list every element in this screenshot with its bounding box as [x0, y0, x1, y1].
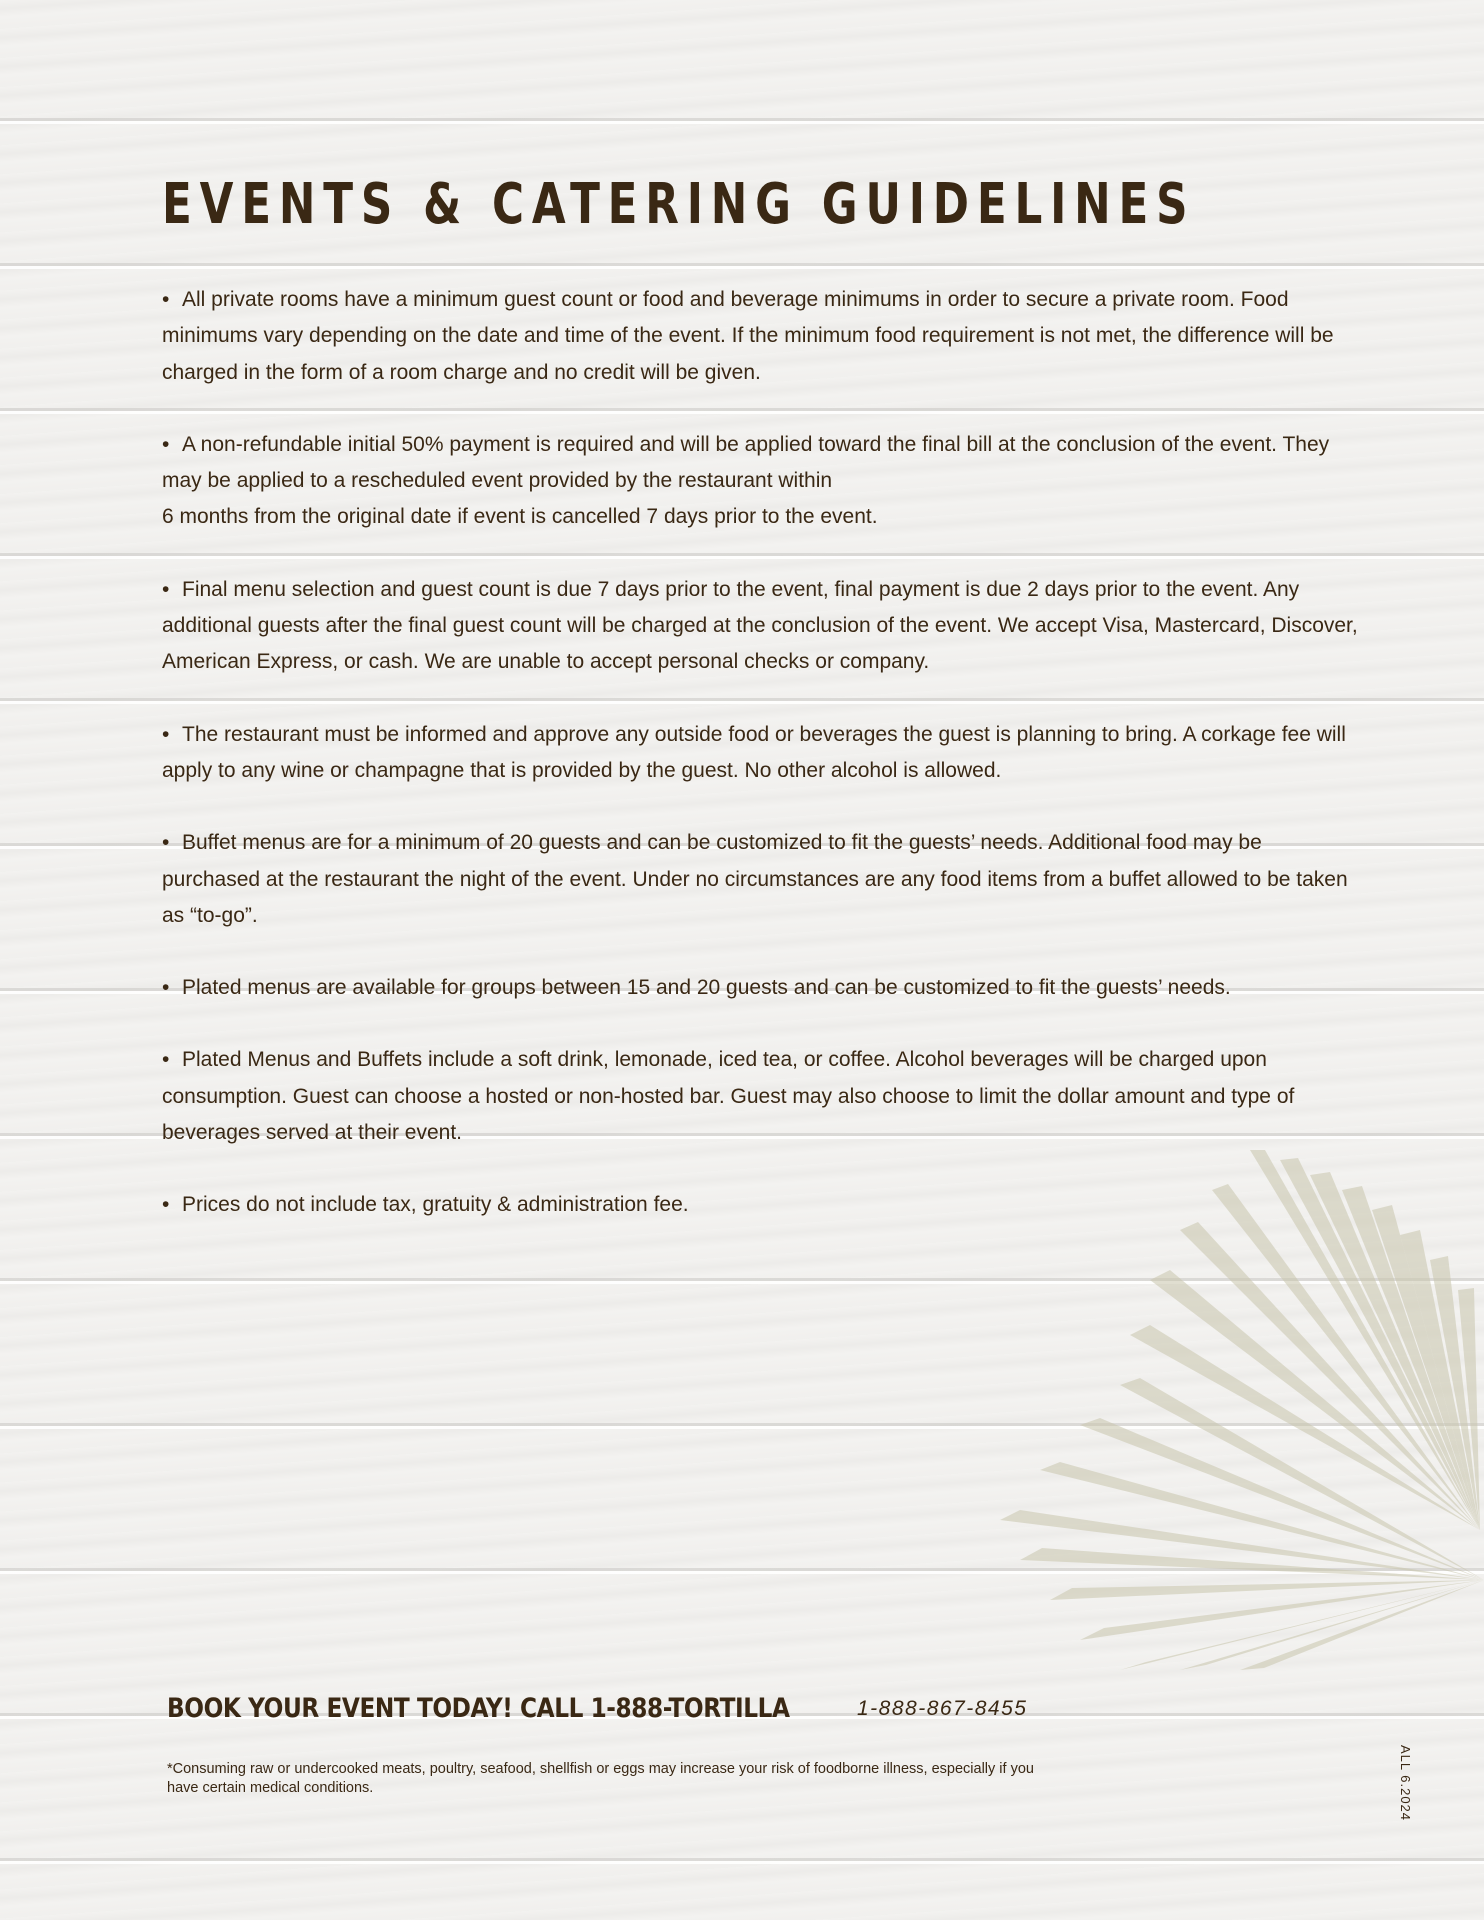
- bullet: •: [162, 1193, 170, 1217]
- food-safety-disclaimer: *Consuming raw or undercooked meats, poultry, seafood, shellfish or eggs may increase your risk of foodborne illness, especially if you have certain medical conditions.: [167, 1761, 1034, 1796]
- bullet: •: [162, 288, 170, 311]
- bullet: •: [162, 577, 170, 601]
- guideline-text: A non-refundable initial 50% payment is required and will be applied toward the final bill at the conclusion of the event. They may be applied to a rescheduled event provided by the restaurant within 6 months from the original date if event is cancelled 7 days prior to the event.: [162, 432, 1330, 529]
- guideline-text: Final menu selection and guest count is due 7 days prior to the event, final payment is due 2 days prior to the event. Any additional guests after the final guest count will be charged at the conclusion of the event. We accept Visa, Mastercard, Discover, American Express, or cash. We are unable to accept personal checks or company.: [162, 577, 1358, 674]
- bullet: •: [162, 976, 170, 1000]
- guideline-text: Plated menus are available for groups between 15 and 20 guests and can be customized to fit the guests’ needs.: [182, 976, 1231, 1000]
- guideline-text: All private rooms have a minimum guest count or food and beverage minimums in order to secure a private room. Food minimums vary depending on the date and time of the event. If the minimum food requirement is not met, the difference will be charged in the form of a room charge and no credit will be given.: [162, 288, 1334, 384]
- guideline-item: [162, 572, 1362, 681]
- document-code: ALL 6.2024: [1398, 1745, 1413, 1822]
- guideline-text: Prices do not include tax, gratuity & administration fee.: [182, 1193, 689, 1217]
- guideline-item: [162, 427, 1362, 536]
- cta-phone-number[interactable]: 1-888-867-8455: [857, 1697, 1028, 1720]
- guideline-item: [162, 970, 1362, 1006]
- palm-frond-lower: [1000, 1378, 1484, 1670]
- palm-leaf-decoration: [980, 1150, 1484, 1670]
- guidelines-list: [162, 282, 1362, 1260]
- guideline-item: [162, 282, 1362, 391]
- palm-frond-upper: [1130, 1150, 1480, 1530]
- bullet: •: [162, 432, 170, 456]
- page-title: EVENTS & CATERING GUIDELINES: [162, 172, 1196, 237]
- guideline-item: [162, 717, 1362, 790]
- guideline-text: The restaurant must be informed and approve any outside food or beverages the guest is planning to bring. A corkage fee will apply to any wine or champagne that is provided by the guest. No other alcohol is allowed.: [162, 722, 1346, 782]
- guideline-item: [162, 1042, 1362, 1151]
- bullet: •: [162, 1048, 170, 1072]
- cta-heading: BOOK YOUR EVENT TODAY! CALL 1-888-TORTILLA: [167, 1693, 790, 1724]
- guideline-text: Plated Menus and Buffets include a soft drink, lemonade, iced tea, or coffee. Alcohol beverages will be charged upon consumption. Guest can choose a hosted or non-hosted bar. Guest may also choose to limit the dollar amount and type of beverages served at their event.: [162, 1048, 1295, 1145]
- call-to-action: [167, 1693, 1028, 1724]
- bullet: •: [162, 831, 170, 855]
- guideline-text: Buffet menus are for a minimum of 20 guests and can be customized to fit the guests’ needs. Additional food may be purchased at the restaurant the night of the event. Under no circumstances are any food items from a buffet allowed to be taken as “to-go”.: [162, 831, 1348, 927]
- guideline-item: [162, 825, 1362, 934]
- bullet: •: [162, 722, 170, 746]
